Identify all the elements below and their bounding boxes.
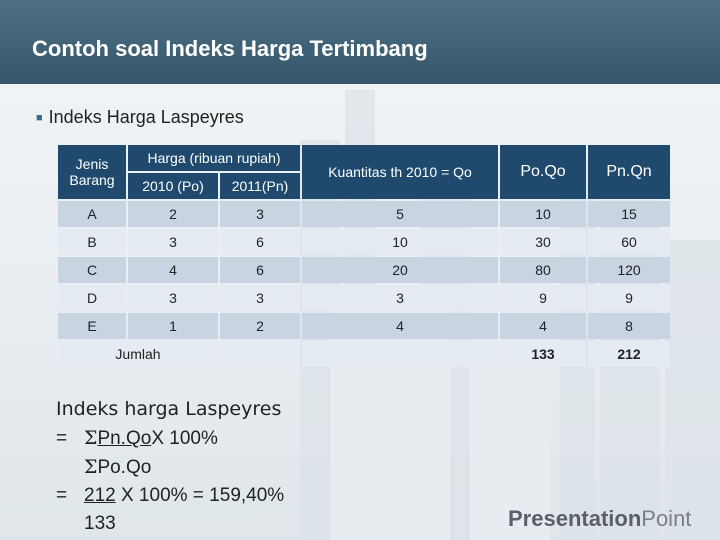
header-2011: 2011(Pn) [220, 173, 300, 199]
slide-title: Contoh soal Indeks Harga Tertimbang [32, 36, 428, 61]
logo-text-presentation: Presentation [508, 506, 642, 531]
cell-po-qo: 80 [500, 257, 586, 283]
header-kuantitas: Kuantitas th 2010 = Qo [302, 145, 498, 199]
cell-2010: 3 [128, 285, 218, 311]
cell-po-qo: 30 [500, 229, 586, 255]
formula-line-3 [56, 482, 284, 510]
table-row [58, 229, 670, 255]
formula-numerator-value: 212 [84, 485, 116, 506]
cell-po-qo: 4 [500, 313, 586, 339]
cell-kuantitas: 4 [302, 313, 498, 339]
bullet-text: Indeks Harga Laspeyres [48, 107, 244, 127]
sigma-symbol: Σ [84, 427, 98, 449]
formula-denominator-value: 133 [84, 513, 116, 534]
formula-times: X 100% [151, 428, 218, 449]
cell-barang: C [58, 257, 126, 283]
cell-2010: 1 [128, 313, 218, 339]
cell-2011: 2 [220, 313, 300, 339]
cell-2010: 3 [128, 229, 218, 255]
presentationpoint-logo [508, 506, 691, 532]
cell-2011: 6 [220, 257, 300, 283]
cell-2010: 2 [128, 201, 218, 227]
cell-pn-qn: 120 [588, 257, 670, 283]
cell-kuantitas: 5 [302, 201, 498, 227]
cell-po-qo: 9 [500, 285, 586, 311]
cell-2011: 6 [220, 229, 300, 255]
cell-pn-qn: 9 [588, 285, 670, 311]
cell-kuantitas: 10 [302, 229, 498, 255]
formula-numerator: Pn.Qo [97, 428, 152, 449]
cell-2010: 4 [128, 257, 218, 283]
table-row [58, 313, 670, 339]
formula-result: X 100% = 159,40% [120, 485, 285, 506]
logo-text-point: Point [641, 506, 692, 531]
total-row [58, 341, 670, 367]
cell-barang: A [58, 201, 126, 227]
header-jenis-barang: Jenis Barang [58, 145, 126, 199]
square-bullet-icon: ■ [36, 112, 43, 124]
table-row [58, 257, 670, 283]
cell-kuantitas: 3 [302, 285, 498, 311]
cell-kuantitas: 20 [302, 257, 498, 283]
bullet-item [36, 107, 244, 128]
cell-barang: D [58, 285, 126, 311]
formula-line-2 [56, 453, 284, 482]
total-label: Jumlah [58, 341, 218, 367]
cell-pn-qn: 15 [588, 201, 670, 227]
cell-pn-qn: 8 [588, 313, 670, 339]
header-harga: Harga (ribuan rupiah) [128, 145, 300, 171]
cell-2011: 3 [220, 285, 300, 311]
table-row [58, 285, 670, 311]
header-pn-qn: Pn.Qn [588, 145, 670, 199]
cell-barang: B [58, 229, 126, 255]
equals-sign: = [56, 428, 68, 449]
total-empty-cell [220, 341, 300, 367]
cell-po-qo: 10 [500, 201, 586, 227]
total-po-qo: 133 [500, 341, 586, 367]
formula-denominator: Po.Qo [97, 457, 152, 478]
total-empty-cell [302, 341, 498, 367]
cell-pn-qn: 60 [588, 229, 670, 255]
cell-2011: 3 [220, 201, 300, 227]
header-po-qo: Po.Qo [500, 145, 586, 199]
formula-line-4 [56, 510, 284, 538]
equals-sign: = [56, 485, 68, 506]
laspeyres-table [56, 143, 672, 369]
table-row [58, 201, 670, 227]
total-pn-qn: 212 [588, 341, 670, 367]
laspeyres-formula [56, 398, 284, 538]
formula-title: Indeks harga Laspeyres [56, 398, 282, 420]
sigma-symbol: Σ [84, 456, 98, 478]
formula-line-1 [56, 424, 284, 453]
header-2010: 2010 (Po) [128, 173, 218, 199]
cell-barang: E [58, 313, 126, 339]
